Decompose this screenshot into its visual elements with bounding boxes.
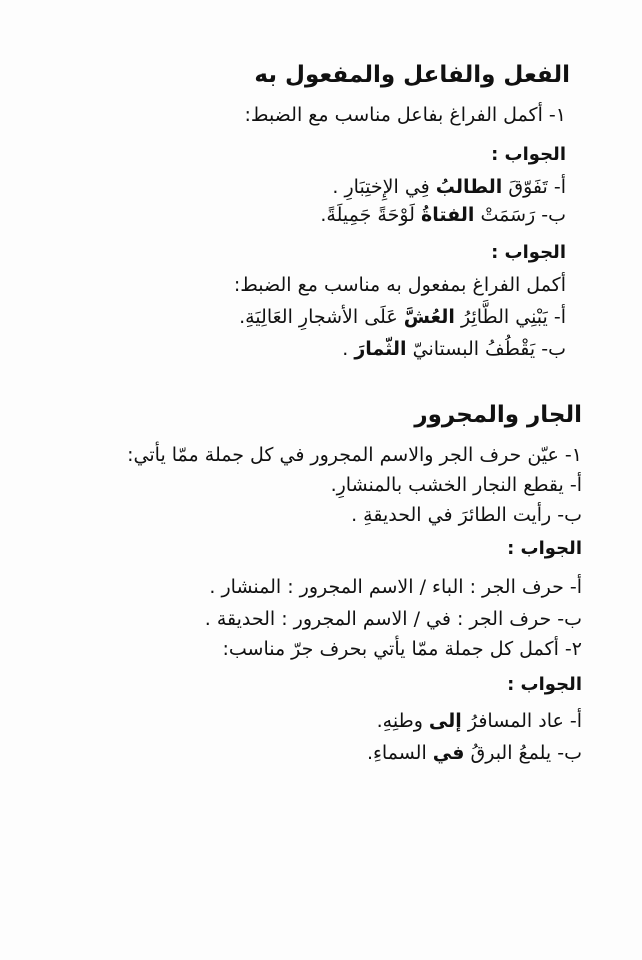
answer-highlight: الطالبُ xyxy=(435,176,503,198)
answer-label: الجواب : xyxy=(507,538,582,559)
question-1-preposition: ١- عيّن حرف الجر والاسم المجرور في كل جملة ممّا يأتي: xyxy=(127,444,582,466)
question-2-preposition: ٢- أكمل كل جملة ممّا يأتي بحرف جرّ مناسب: xyxy=(222,638,582,660)
answer-line-b xyxy=(367,744,582,763)
answer-text: . xyxy=(342,338,355,360)
answer-label: الجواب : xyxy=(507,674,582,695)
answer-text: ب- يلمعُ البرقُ xyxy=(464,742,582,764)
answer-text: وطنِهِ. xyxy=(376,710,429,732)
answer-line-a xyxy=(332,178,566,197)
sentence-b: ب- رأيت الطائرَ في الحديقةِ . xyxy=(351,504,582,526)
question-2-object: أكمل الفراغ بمفعول به مناسب مع الضبط: xyxy=(233,274,566,296)
sentence-a: أ- يقطع النجار الخشب بالمنشارِ. xyxy=(330,474,582,496)
answer-text: أ- عاد المسافرُ xyxy=(461,710,582,732)
answer-highlight: في xyxy=(432,742,465,764)
answer-line-a xyxy=(377,712,582,731)
answer-text: لَوْحَةً جَمِيلَةً. xyxy=(320,204,421,226)
section-title-verb-subject-object: الفعل والفاعل والمفعول به xyxy=(254,62,570,88)
answer-text: ب- رَسَمَتْ xyxy=(474,204,566,226)
answer-highlight: إلى xyxy=(428,710,462,732)
answer-line-b xyxy=(320,206,566,225)
answer-highlight: العُشَّ xyxy=(403,306,455,328)
answer-text: أ- يَبْنِي الطَّائِرُ xyxy=(454,306,566,328)
answer-text: أ- تَفَوّقَ xyxy=(502,176,566,198)
answer-text: السماءِ. xyxy=(366,742,433,764)
answer-text: عَلَى الأشجارِ العَالِيَةِ. xyxy=(239,306,404,328)
answer-highlight: الفتاةُ xyxy=(421,204,475,226)
answer-line-a xyxy=(239,308,566,327)
answer-label: الجواب : xyxy=(491,242,566,263)
answer-highlight: الثّمارَ xyxy=(354,338,407,360)
answer-label: الجواب : xyxy=(491,144,566,165)
answer-text: فِي الإِختِبَارِ . xyxy=(332,176,436,198)
section-title-prepositions: الجار والمجرور xyxy=(414,402,582,428)
answer-line-b: ب- حرف الجر : في / الاسم المجرور : الحديقة . xyxy=(204,608,582,630)
question-1-subject: ١- أكمل الفراغ بفاعل مناسب مع الضبط: xyxy=(244,104,566,126)
answer-line-a: أ- حرف الجر : الباء / الاسم المجرور : المنشار . xyxy=(209,576,582,598)
answer-line-b xyxy=(342,340,566,359)
answer-text: ب- يَقْطُفُ البستانيّ xyxy=(406,338,566,360)
